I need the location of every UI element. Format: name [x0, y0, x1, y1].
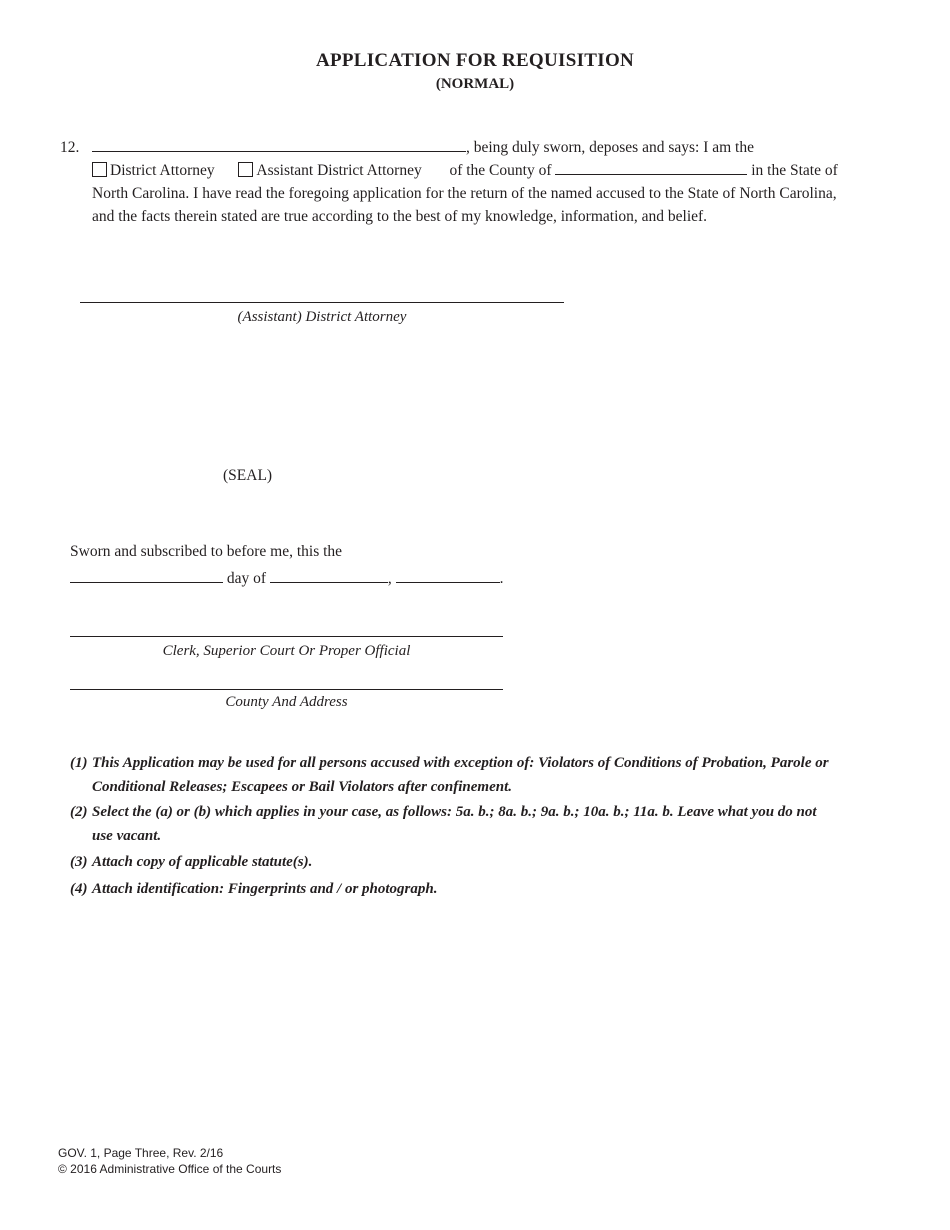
- date-comma: ,: [387, 570, 392, 587]
- da-signature-line[interactable]: [80, 302, 564, 303]
- county-address-caption: County And Address: [225, 694, 348, 710]
- note-3: [70, 850, 890, 874]
- date-period: .: [499, 570, 504, 587]
- affidavit-line-2: [92, 159, 838, 182]
- form-id: GOV. 1, Page Three, Rev. 2/16: [58, 1146, 224, 1160]
- note-3-number: (3): [70, 854, 88, 870]
- note-4-line-1: Attach identification: Fingerprints and / or photograph.: [92, 881, 438, 897]
- seal-label: (SEAL): [223, 467, 273, 484]
- note-2-line-2: use vacant.: [92, 828, 162, 844]
- item-number: 12.: [60, 139, 80, 156]
- assistant-district-attorney-checkbox[interactable]: [238, 162, 253, 177]
- county-address-line[interactable]: [70, 689, 503, 690]
- da-signature-caption: (Assistant) District Attorney: [237, 309, 407, 325]
- note-4-number: (4): [70, 881, 88, 897]
- month-field[interactable]: [270, 568, 388, 583]
- district-attorney-checkbox[interactable]: [92, 162, 107, 177]
- affidavit-line-1: [92, 136, 754, 159]
- district-attorney-label: District Attorney: [110, 162, 215, 179]
- affidavit-line-4: and the facts therein stated are true according to the best of my knowledge, information, and belief.: [92, 208, 708, 225]
- county-field[interactable]: [555, 160, 747, 175]
- page-subtitle: (NORMAL): [435, 76, 515, 92]
- county-suffix: in the State of: [751, 162, 838, 179]
- footer: [58, 1145, 281, 1177]
- sworn-text: Sworn and subscribed to before me, this the: [70, 543, 343, 560]
- day-of-label: day of: [226, 570, 267, 587]
- assistant-district-attorney-label: Assistant District Attorney: [256, 162, 422, 179]
- year-field[interactable]: [396, 568, 500, 583]
- clerk-caption: Clerk, Superior Court Or Proper Official: [162, 643, 411, 659]
- copyright: © 2016 Administrative Office of the Courts: [58, 1162, 282, 1176]
- note-2: [70, 800, 890, 848]
- note-1-number: (1): [70, 755, 88, 771]
- affidavit-line-3: North Carolina. I have read the foregoing application for the return of the named accused to the State of North Carolina,: [92, 185, 837, 202]
- note-2-line-1: Select the (a) or (b) which applies in your case, as follows: 5a. b.; 8a. b.; 9a. b.; 10a. b.; 11a. b. Leave what you do not: [92, 804, 817, 820]
- county-prefix: of the County of: [449, 162, 552, 179]
- page-title: APPLICATION FOR REQUISITION: [315, 50, 635, 71]
- note-2-number: (2): [70, 804, 88, 820]
- jurat-date-line: [70, 567, 504, 590]
- note-3-line-1: Attach copy of applicable statute(s).: [92, 854, 313, 870]
- note-1: [70, 751, 890, 799]
- affidavit-line-1-text: , being duly sworn, deposes and says: I am the: [466, 139, 754, 156]
- note-1-line-2: Conditional Releases; Escapees or Bail Violators after confinement.: [92, 779, 513, 795]
- note-4: [70, 877, 890, 901]
- note-1-line-1: This Application may be used for all persons accused with exception of: Violators of Conditions of Probation, Parole or: [92, 755, 829, 771]
- day-field[interactable]: [70, 568, 223, 583]
- clerk-signature-line[interactable]: [70, 636, 503, 637]
- affiant-name-field[interactable]: [92, 137, 466, 152]
